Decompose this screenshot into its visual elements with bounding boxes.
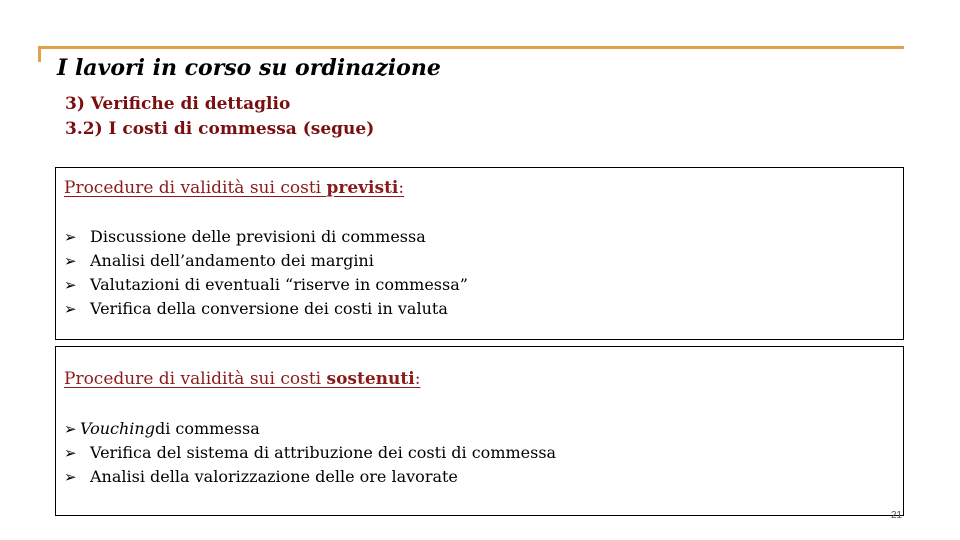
sostenuti-heading <box>64 369 420 389</box>
list-item <box>64 441 556 465</box>
previsti-heading-prefix: Procedure di validità sui costi <box>64 178 327 198</box>
top-accent-rule <box>38 46 904 49</box>
list-item-text: Verifica della conversione dei costi in valuta <box>90 299 448 318</box>
arrow-bullet-icon: ➢ <box>64 300 77 318</box>
vouching-term: Vouching <box>80 419 155 438</box>
sostenuti-list <box>64 417 556 489</box>
subtitle-subsection: 3.2) I costi di commessa (segue) <box>65 119 375 139</box>
list-item-text: Analisi della valorizzazione delle ore lavorate <box>90 467 458 486</box>
list-item <box>64 249 468 273</box>
list-item <box>64 297 468 321</box>
sostenuti-heading-keyword: sostenuti <box>326 369 415 389</box>
list-item-text: Analisi dell’andamento dei margini <box>90 251 374 270</box>
list-item-text: Verifica del sistema di attribuzione dei costi di commessa <box>90 443 557 462</box>
arrow-bullet-icon: ➢ <box>64 276 77 294</box>
list-item <box>64 225 468 249</box>
previsti-heading-keyword: previsti <box>326 178 399 198</box>
previsti-list <box>64 225 468 321</box>
arrow-bullet-icon: ➢ <box>64 228 77 246</box>
list-item <box>64 465 556 489</box>
left-accent-rule <box>38 46 41 62</box>
page-number: 21 <box>891 510 903 521</box>
previsti-heading-suffix: : <box>398 178 405 198</box>
sostenuti-heading-prefix: Procedure di validità sui costi <box>64 369 327 389</box>
sostenuti-heading-suffix: : <box>414 369 421 389</box>
list-item-text: di commessa <box>154 419 260 438</box>
list-item <box>64 417 556 441</box>
arrow-bullet-icon: ➢ <box>64 420 77 438</box>
arrow-bullet-icon: ➢ <box>64 252 77 270</box>
arrow-bullet-icon: ➢ <box>64 444 77 462</box>
list-item-text: Discussione delle previsioni di commessa <box>90 227 426 246</box>
list-item <box>64 273 468 297</box>
previsti-box <box>55 167 904 340</box>
list-item-text: Valutazioni di eventuali “riserve in commessa” <box>90 275 468 294</box>
subtitle-section: 3) Verifiche di dettaglio <box>65 94 291 114</box>
previsti-heading <box>64 178 404 198</box>
arrow-bullet-icon: ➢ <box>64 468 77 486</box>
sostenuti-box <box>55 346 904 516</box>
slide-title: I lavori in corso su ordinazione <box>57 55 441 81</box>
